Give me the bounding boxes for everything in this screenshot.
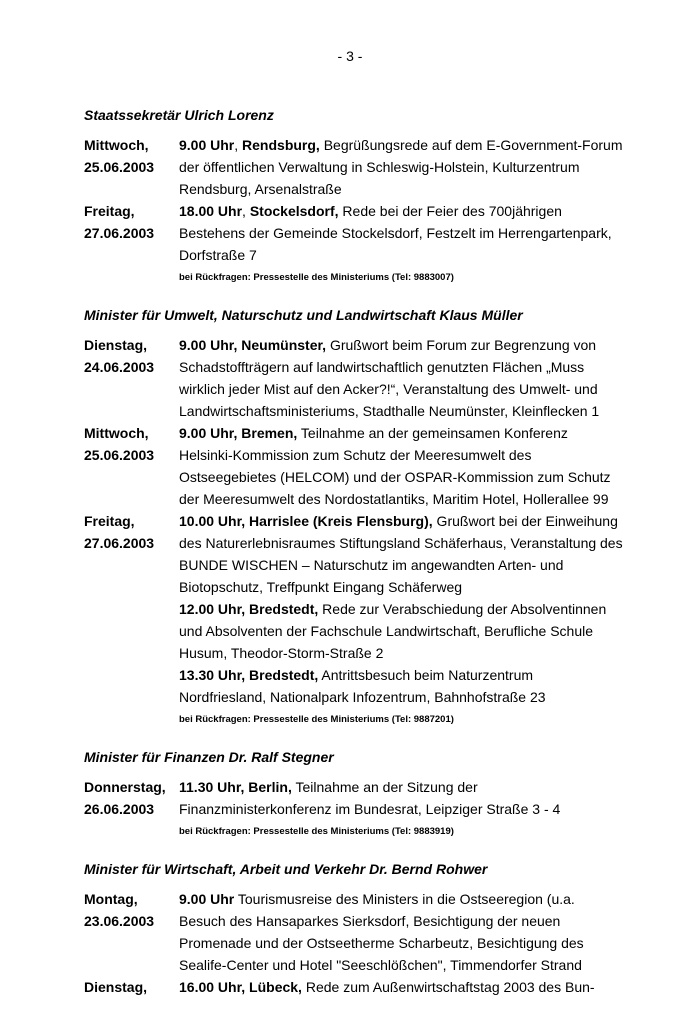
appointment-time: 9.00 Uhr, <box>179 337 238 353</box>
schedule-entry <box>84 134 624 200</box>
entry-date-value: 27.06.2003 <box>84 535 155 551</box>
appointment: 9.00 Uhr, Rendsburg, Begrüßungsrede auf dem E-Government-Forum der öffentlichen Verwaltung in Schleswig-Holstein, Kulturzentrum Rendsburg, Arsenalstraße <box>179 137 623 197</box>
schedule-entry <box>84 976 624 998</box>
section-heading: Minister für Finanzen Dr. Ralf Stegner <box>84 749 334 765</box>
entry-day: Dienstag, <box>84 979 148 995</box>
appointment <box>179 598 624 664</box>
appointment-time: 12.00 Uhr, <box>179 601 246 617</box>
appointment-time: 9.00 Uhr <box>179 137 235 153</box>
entry-date <box>84 776 179 820</box>
entry-day: Freitag, <box>84 203 135 219</box>
entry-day: Mittwoch, <box>84 425 149 441</box>
appointment-description: Begrüßungsrede auf dem E-Government-Forum der öffentlichen Verwaltung in Schleswig-Holstein, Kulturzentrum Rendsburg, Arsenalstraße <box>179 137 623 197</box>
appointment-place: Stockelsdorf, <box>249 203 339 219</box>
entry-date <box>84 200 179 266</box>
entry-date-value: 25.06.2003 <box>84 447 155 463</box>
appointment-place: Neumünster, <box>241 337 327 353</box>
appointment-time: 18.00 Uhr <box>179 203 243 219</box>
schedule-entry <box>84 888 624 976</box>
schedule-entry <box>84 510 624 708</box>
entry-text <box>179 888 624 976</box>
appointment <box>179 334 624 422</box>
appointment-place: Lübeck, <box>249 979 302 995</box>
appointment <box>179 510 624 598</box>
page-number: - 3 - <box>337 48 363 64</box>
schedule-section <box>84 746 624 840</box>
schedule-section <box>84 304 624 728</box>
press-contact: bei Rückfragen: Pressestelle des Ministeriums (Tel: 9883007) <box>179 272 454 283</box>
appointment <box>179 664 624 708</box>
appointment-time: 10.00 Uhr, <box>179 513 246 529</box>
appointment-description: Tourismusreise des Ministers in die Ostseeregion (u.a. Besuch des Hansaparkes Sierksdorf, Besichtigung der neuen Promenade und der Ostseetherme Scharbeutz, Besichtigung des Sealife-Center und Hotel "Seeschlößchen", Timmendorfer Strand <box>179 891 584 973</box>
appointment <box>179 422 624 510</box>
entry-text <box>179 976 624 998</box>
schedule-entry <box>84 776 624 820</box>
entry-date <box>84 134 179 200</box>
entry-text <box>179 422 624 510</box>
appointment-time: 16.00 Uhr, <box>179 979 246 995</box>
schedule-entry <box>84 334 624 422</box>
entry-date <box>84 334 179 422</box>
entry-date-value: 26.06.2003 <box>84 801 155 817</box>
schedule-entry <box>84 200 624 266</box>
appointment-time: 13.30 Uhr, <box>179 667 246 683</box>
appointment <box>179 776 624 820</box>
entry-text <box>179 200 624 266</box>
press-contact: bei Rückfragen: Pressestelle des Ministeriums (Tel: 9887201) <box>179 714 454 725</box>
entry-text <box>179 776 624 820</box>
appointment-description: Rede bei der Feier des 700jährigen Bestehens der Gemeinde Stockelsdorf, Festzelt im Herrengartenpark, Dorfstraße 7 <box>179 203 612 263</box>
appointment <box>179 976 624 998</box>
entry-date-value: 27.06.2003 <box>84 225 155 241</box>
entry-date-value: 25.06.2003 <box>84 159 155 175</box>
appointment-description: Rede zum Außenwirtschaftstag 2003 des Bun- <box>301 979 595 995</box>
appointment-place: Bredstedt, <box>249 667 319 683</box>
appointment-place: Bredstedt, <box>249 601 319 617</box>
appointment-description: Rede zur Verabschiedung der Absolventinnen und Absolventen der Fachschule Landwirtschaft, Berufliche Schule Husum, Theodor-Storm-Straße 2 <box>179 601 607 661</box>
appointment-time: 9.00 Uhr <box>179 891 235 907</box>
appointment-place: Bremen, <box>241 425 298 441</box>
entry-text <box>179 510 624 708</box>
entry-text <box>179 334 624 422</box>
appointment-description: Teilnahme an der gemeinsamen Konferenz Helsinki-Kommission zum Schutz der Meeresumwelt des Ostseegebietes (HELCOM) und der OSPAR-Kommission zum Schutz der Meeresumwelt des Nordostatlantiks, Maritim Hotel, Hollerallee 99 <box>179 425 611 507</box>
section-heading: Minister für Umwelt, Naturschutz und Landwirtschaft Klaus Müller <box>84 307 523 323</box>
press-contact: bei Rückfragen: Pressestelle des Ministeriums (Tel: 9883919) <box>179 826 454 837</box>
appointment-place: Rendsburg, <box>242 137 320 153</box>
schedule-entry <box>84 422 624 510</box>
appointment: 18.00 Uhr, Stockelsdorf, Rede bei der Feier des 700jährigen Bestehens der Gemeinde Stockelsdorf, Festzelt im Herrengartenpark, Dorfstraße 7 <box>179 203 612 263</box>
schedule-section <box>84 858 624 998</box>
entry-date <box>84 888 179 976</box>
schedule-content <box>84 104 624 1016</box>
entry-date-value: 24.06.2003 <box>84 359 155 375</box>
entry-date <box>84 422 179 510</box>
appointment-description: Teilnahme an der Sitzung der Finanzministerkonferenz im Bundesrat, Leipziger Straße 3 - 4 <box>179 779 561 817</box>
entry-date <box>84 976 179 998</box>
section-heading: Minister für Wirtschaft, Arbeit und Verkehr Dr. Bernd Rohwer <box>84 861 488 877</box>
appointment-time: 11.30 Uhr, <box>179 779 245 795</box>
entry-day: Freitag, <box>84 513 135 529</box>
entry-day: Montag, <box>84 891 138 907</box>
entry-date-value: 23.06.2003 <box>84 913 155 929</box>
appointment-description: Grußwort beim Forum zur Begrenzung von Schadstoffträgern auf landwirtschaftlich genutzten Flächen „Muss wirklich jeder Mist auf den Acker?!“, Veranstaltung des Umwelt- und Landwirtschaftsministeriums, Stadthalle Neumünster, Kleinflecken 1 <box>179 337 600 419</box>
appointment-place: Berlin, <box>248 779 292 795</box>
appointment-description: Grußwort bei der Einweihung des Naturerlebnisraumes Stiftungsland Schäferhaus, Veranstaltung des BUNDE WISCHEN – Naturschutz im angewandten Arten- und Biotopschutz, Treffpunkt Eingang Schäferweg <box>179 513 623 595</box>
entry-day: Donnerstag, <box>84 779 166 795</box>
entry-day: Mittwoch, <box>84 137 149 153</box>
appointment-place: Harrislee (Kreis Flensburg), <box>249 513 433 529</box>
appointment-description: Antrittsbesuch beim Naturzentrum Nordfriesland, Nationalpark Infozentrum, Bahnhofstraße 23 <box>179 667 546 705</box>
appointment <box>179 888 624 976</box>
appointment-time: 9.00 Uhr, <box>179 425 238 441</box>
entry-day: Dienstag, <box>84 337 148 353</box>
entry-text <box>179 134 624 200</box>
entry-date <box>84 510 179 708</box>
section-heading: Staatssekretär Ulrich Lorenz <box>84 107 274 123</box>
schedule-section <box>84 104 624 286</box>
